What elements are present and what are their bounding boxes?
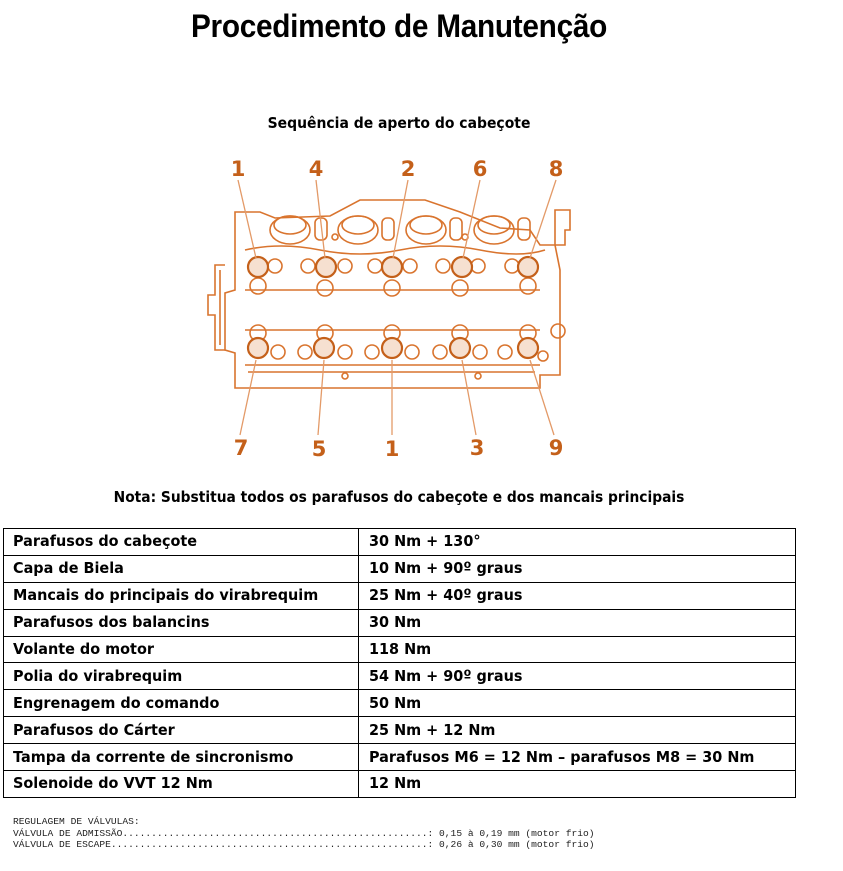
- sequence-label: 3: [469, 436, 485, 460]
- table-row: [4, 636, 796, 663]
- valve-heading: REGULAGEM DE VÁLVULAS:: [13, 816, 140, 827]
- bolt-bottom-3: [450, 338, 470, 358]
- bolt-bottom-7: [248, 338, 268, 358]
- valve-exhaust-label: VÁLVULA DE ESCAPE: [13, 839, 111, 850]
- sequence-label: 5: [311, 437, 327, 461]
- torque-value: 30 Nm + 130°: [369, 532, 481, 551]
- cylinder-head-diagram: [200, 150, 600, 470]
- part-name: Engrenagem do comando: [13, 693, 220, 712]
- sequence-label: 1: [384, 437, 400, 461]
- part-name: Capa de Biela: [13, 559, 124, 578]
- bolt-bottom-9: [518, 338, 538, 358]
- table-row: [4, 555, 796, 582]
- valve-intake-label: VÁLVULA DE ADMISSÃO: [13, 827, 123, 839]
- valve-intake-value: 0,15 à 0,19 mm (motor frio): [439, 827, 595, 839]
- part-name: Parafusos do Cárter: [13, 720, 175, 739]
- valve-adjustment-block: [13, 816, 595, 851]
- table-row: [4, 771, 796, 798]
- sequence-label: 1: [230, 157, 246, 181]
- valve-exhaust-line: [13, 839, 595, 851]
- dot-leader: .....................................................:: [122, 827, 440, 839]
- torque-value: Parafusos M6 = 12 Nm – parafusos M8 = 30 Nm: [369, 747, 755, 766]
- torque-value: 25 Nm + 40º graus: [369, 586, 523, 605]
- dot-leader: .......................................................:: [110, 839, 440, 850]
- head-bolts: [248, 257, 538, 358]
- diagram-caption: Sequência de aperto do cabeçote: [267, 114, 531, 132]
- part-name: Solenoide do VVT 12 Nm: [13, 774, 213, 793]
- part-name: Volante do motor: [13, 640, 154, 658]
- table-row: [4, 663, 796, 690]
- torque-value: 54 Nm + 90º graus: [369, 666, 523, 685]
- sequence-label: 6: [472, 157, 488, 181]
- bolt-top-2: [382, 257, 402, 277]
- bolt-top-6: [452, 257, 472, 277]
- table-row: [4, 582, 796, 609]
- sequence-label: 2: [400, 157, 416, 181]
- sequence-label: 7: [233, 436, 249, 460]
- valve-exhaust-value: 0,26 à 0,30 mm (motor frio): [439, 839, 595, 850]
- bolt-top-4: [316, 257, 336, 277]
- bolt-bottom-1: [382, 338, 402, 358]
- part-name: Parafusos do cabeçote: [13, 532, 198, 551]
- sequence-label: 9: [548, 436, 564, 460]
- table-row: [4, 529, 796, 556]
- torque-value: 12 Nm: [369, 774, 422, 793]
- part-name: Mancais do principais do virabrequim: [13, 586, 319, 605]
- table-row: [4, 744, 796, 771]
- table-row: [4, 690, 796, 717]
- torque-table: [3, 528, 796, 798]
- bolt-bottom-5: [314, 338, 334, 358]
- part-name: Parafusos dos balancins: [13, 613, 210, 632]
- bolt-top-1: [248, 257, 268, 277]
- sequence-label: 4: [308, 157, 324, 181]
- bolt-top-8: [518, 257, 538, 277]
- part-name: Tampa da corrente de sincronismo: [13, 747, 294, 766]
- valve-intake-line: [13, 828, 595, 840]
- torque-value: 118 Nm: [369, 640, 432, 658]
- sequence-label: 8: [548, 157, 564, 181]
- torque-value: 25 Nm + 12 Nm: [369, 720, 496, 739]
- torque-value: 30 Nm: [369, 613, 422, 632]
- replacement-note: Nota: Substitua todos os parafusos do cabeçote e dos mancais principais: [113, 488, 685, 506]
- torque-value: 10 Nm + 90º graus: [369, 559, 523, 578]
- page-title: Procedimento de Manutenção: [190, 8, 608, 44]
- table-row: [4, 609, 796, 636]
- cylinder-head-outline: [208, 200, 570, 388]
- part-name: Polia do virabrequim: [13, 666, 183, 685]
- table-row: [4, 717, 796, 744]
- torque-value: 50 Nm: [369, 693, 422, 712]
